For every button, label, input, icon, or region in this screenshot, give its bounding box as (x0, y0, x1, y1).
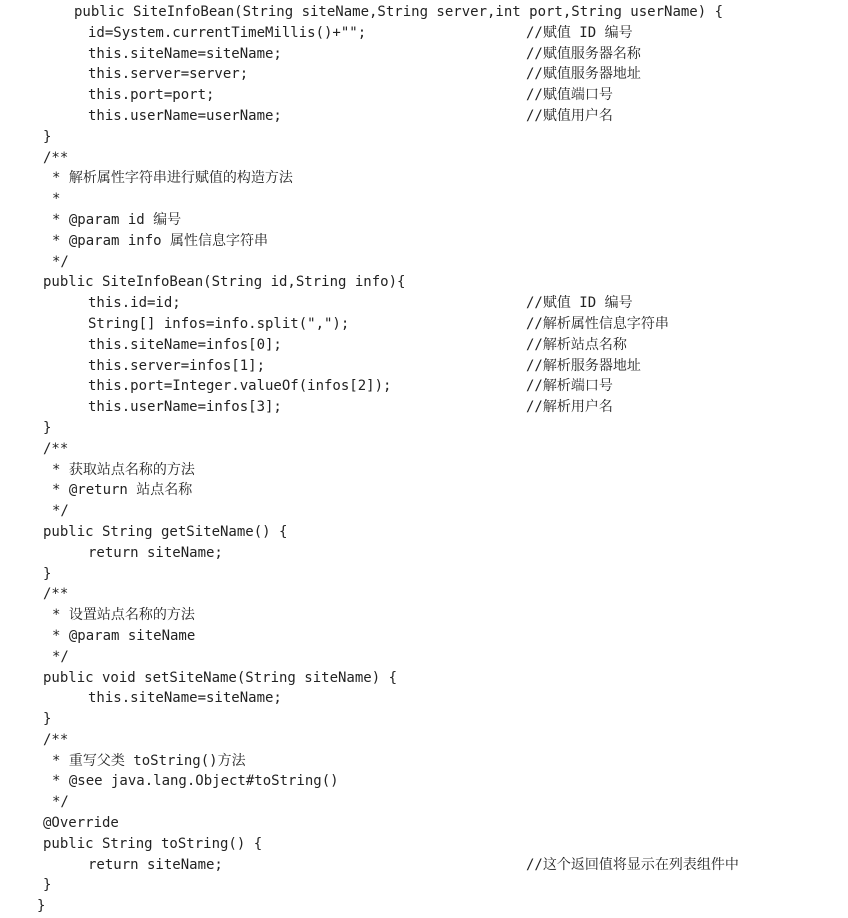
code-text: this.userName=infos[3]; (88, 399, 282, 416)
code-line (0, 688, 848, 709)
code-line (0, 64, 848, 85)
code-text: return siteName; (88, 544, 223, 561)
code-text: */ (52, 648, 69, 665)
code-line (0, 896, 848, 917)
code-line (0, 771, 848, 792)
code-line (0, 148, 848, 169)
code-text: * @param info 属性信息字符串 (52, 232, 269, 249)
code-comment: //赋值服务器地址 (526, 66, 641, 83)
code-line (0, 189, 848, 210)
code-text: this.server=server; (88, 66, 249, 83)
code-line (0, 376, 848, 397)
code-text: @Override (43, 815, 119, 832)
code-line (0, 792, 848, 813)
code-text: * 设置站点名称的方法 (52, 607, 195, 624)
code-text: * 解析属性字符串进行赋值的构造方法 (52, 170, 293, 187)
code-line (0, 293, 848, 314)
code-line (0, 875, 848, 896)
code-text: } (43, 565, 52, 582)
code-comment: //解析站点名称 (526, 336, 627, 353)
code-text: public void setSiteName(String siteName) { (43, 669, 398, 686)
code-line (0, 252, 848, 273)
code-text: /** (43, 731, 69, 748)
code-text: this.server=infos[1]; (88, 357, 266, 374)
code-text: this.siteName=siteName; (88, 45, 282, 62)
code-text: * @param siteName (52, 627, 196, 644)
code-text: /** (43, 586, 69, 603)
code-line (0, 543, 848, 564)
code-text: public String getSiteName() { (43, 523, 288, 540)
code-line (0, 751, 848, 772)
code-line (0, 584, 848, 605)
code-comment: //赋值用户名 (526, 107, 613, 124)
code-text: */ (52, 503, 69, 520)
code-line (0, 44, 848, 65)
code-text: this.port=Integer.valueOf(infos[2]); (88, 378, 392, 395)
code-line (0, 834, 848, 855)
code-line (0, 730, 848, 751)
code-line (0, 356, 848, 377)
code-line (0, 314, 848, 335)
code-text: /** (43, 440, 69, 457)
code-line (0, 272, 848, 293)
code-line (0, 668, 848, 689)
code-text: * 获取站点名称的方法 (52, 461, 195, 478)
code-line (0, 709, 848, 730)
code-line (0, 813, 848, 834)
code-line (0, 2, 848, 23)
code-comment: //赋值 ID 编号 (526, 295, 633, 312)
code-text: * (52, 191, 61, 208)
code-text: /** (43, 149, 69, 166)
code-comment: //解析服务器地址 (526, 357, 641, 374)
code-comment: //解析用户名 (526, 399, 613, 416)
code-comment: //赋值服务器名称 (526, 45, 641, 62)
code-text: * 重写父类 toString()方法 (52, 752, 246, 769)
code-line (0, 605, 848, 626)
code-comment: //解析端口号 (526, 378, 613, 395)
code-line (0, 522, 848, 543)
code-text: * @param id 编号 (52, 211, 182, 228)
code-line (0, 210, 848, 231)
code-line (0, 418, 848, 439)
code-line (0, 85, 848, 106)
code-text: * @return 站点名称 (52, 482, 193, 499)
code-text: * @see java.lang.Object#toString() (52, 773, 339, 790)
code-line (0, 439, 848, 460)
code-line (0, 397, 848, 418)
code-line (0, 647, 848, 668)
code-text: } (43, 419, 52, 436)
code-text: this.port=port; (88, 87, 215, 104)
code-text: } (43, 711, 52, 728)
code-comment: //这个返回值将显示在列表组件中 (526, 856, 739, 873)
code-line (0, 23, 848, 44)
code-line (0, 106, 848, 127)
code-text: public SiteInfoBean(String siteName,String server,int port,String userName) { (74, 4, 724, 20)
code-text: } (43, 128, 52, 145)
code-line (0, 626, 848, 647)
code-comment: //解析属性信息字符串 (526, 315, 669, 332)
code-text: String[] infos=info.split(","); (88, 315, 350, 332)
code-text: public SiteInfoBean(String id,String info){ (43, 274, 406, 291)
code-comment: //赋值端口号 (526, 87, 613, 104)
code-text: public String toString() { (43, 835, 263, 852)
code-line (0, 231, 848, 252)
code-text: } (43, 877, 52, 894)
code-line (0, 501, 848, 522)
code-text: this.userName=userName; (88, 107, 282, 124)
code-text: this.id=id; (88, 295, 181, 312)
code-text: */ (52, 794, 69, 811)
code-line (0, 168, 848, 189)
code-text: return siteName; (88, 856, 223, 873)
code-comment: //赋值 ID 编号 (526, 24, 633, 41)
code-text: } (37, 898, 46, 915)
code-line (0, 480, 848, 501)
code-line (0, 855, 848, 876)
code-line (0, 564, 848, 585)
code-line (0, 460, 848, 481)
code-text: id=System.currentTimeMillis()+""; (88, 24, 367, 41)
code-line (0, 127, 848, 148)
code-text: this.siteName=infos[0]; (88, 336, 282, 353)
code-line (0, 335, 848, 356)
code-text: */ (52, 253, 69, 270)
code-text: this.siteName=siteName; (88, 690, 282, 707)
